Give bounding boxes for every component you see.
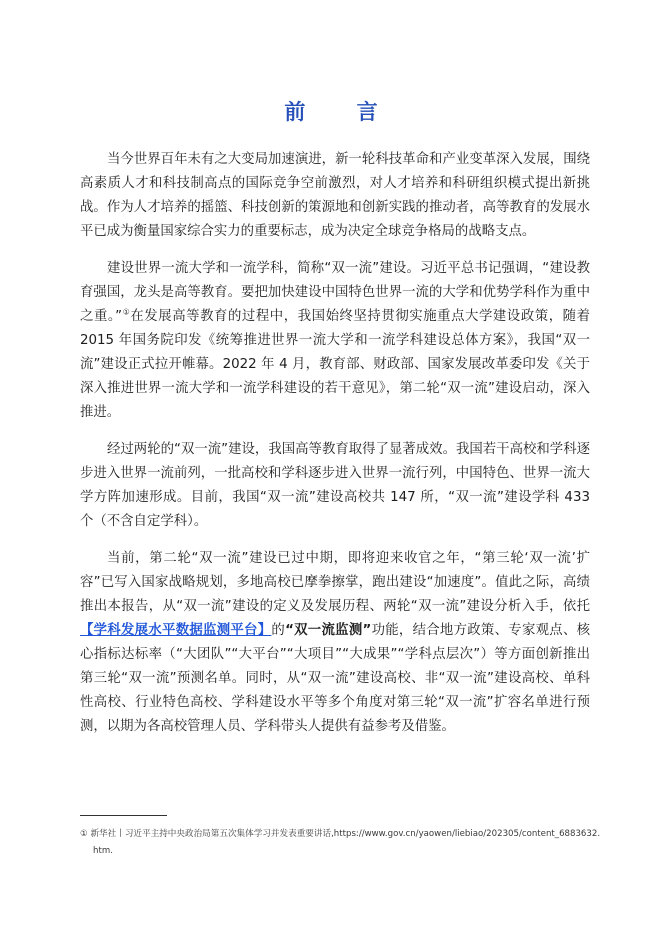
paragraph-1: 当今世界百年未有之大变局加速演进，新一轮科技革命和产业变革深入发展，围绕高素质人才和科技制高点的国际竞争空前激烈，对人才培养和科研组织模式提出新挑战。作为人才培养的摇篮、科技创新的策源地和创新实践的推动者，高等教育的发展水平已成为衡量国家综合实力的重要标志，成为决定全球竞争格局的战略支点。 bbox=[80, 152, 590, 239]
footnote-reference[interactable]: ① bbox=[122, 307, 131, 317]
paragraph-4 bbox=[80, 547, 590, 739]
paragraph-4-part-c: 功能，结合地方政策、专家观点、核心指标达标率（“大团队”“大平台”“大项目”“大成果”“学科点层次”）等方面创新推出第三轮“双一流”预测名单。同时，从“双一流”建设高校、非“双一流”建设高校、单科性高校、行业特色高校、学科建设水平等多个角度对第三轮“双一流”扩容名单进行预测，以期为各高校管理人员、学科带头人提供有益参考及借鉴。 bbox=[80, 623, 591, 734]
footnote bbox=[80, 826, 603, 860]
preface-body bbox=[80, 148, 590, 752]
paragraph-3: 经过两轮的“双一流”建设，我国高等教育取得了显著成效。我国若干高校和学科逐步进入世界一流前列，一批高校和学科逐步进入世界一流行列，中国特色、世界一流大学方阵加速形成。目前，我国“双一流”建设高校共 147 所，“双一流”建设学科 433 个（不含自定学科）。 bbox=[80, 442, 590, 529]
paragraph-2-part-a: 建设世界一流大学和一流学科，简称“双一流”建设。习近平总书记强调，“建设教育强国，龙头是高等教育。要把加快建设中国特色世界一流的大学和优势学科作为重中之重。” bbox=[80, 261, 590, 324]
monitoring-feature-name: “双一流监测” bbox=[285, 623, 372, 638]
footnote-marker: ① bbox=[80, 829, 88, 839]
page-title: 前 言 bbox=[284, 100, 400, 124]
paragraph-4-part-b: 的 bbox=[271, 623, 286, 638]
footnote-text: 新华社丨习近平主持中央政治局第五次集体学习并发表重要讲话,https://www.gov.cn/yaowen/liebiao/202305/content_6883632.htm. bbox=[90, 829, 601, 856]
paragraph-4-part-a: 当前，第二轮“双一流”建设已过中期，即将迎来收官之年，“第三轮‘双一流’扩容”已写入国家战略规划，多地高校已摩拳擦掌，跑出建设“加速度”。值此之际，高绩推出本报告，从“双一流”建设的定义及发展历程、两轮“双一流”建设分析入手，依托 bbox=[80, 551, 590, 614]
paragraph-2-part-b: 在发展高等教育的过程中，我国始终坚持贯彻实施重点大学建设政策，随着2015 年国务院印发《统筹推进世界一流大学和一流学科建设总体方案》，我国“双一流”建设正式拉开帷幕。2022 年 4 月，教育部、财政部、国家发展改革委印发《关于深入推进世界一流大学和一流学科建设的若干意见》，第二轮“双一流”建设启动，深入推进。 bbox=[80, 309, 590, 420]
paragraph-2 bbox=[80, 257, 590, 425]
footnote-divider bbox=[80, 815, 167, 816]
platform-link[interactable]: 【学科发展水平数据监测平台】 bbox=[80, 623, 272, 638]
